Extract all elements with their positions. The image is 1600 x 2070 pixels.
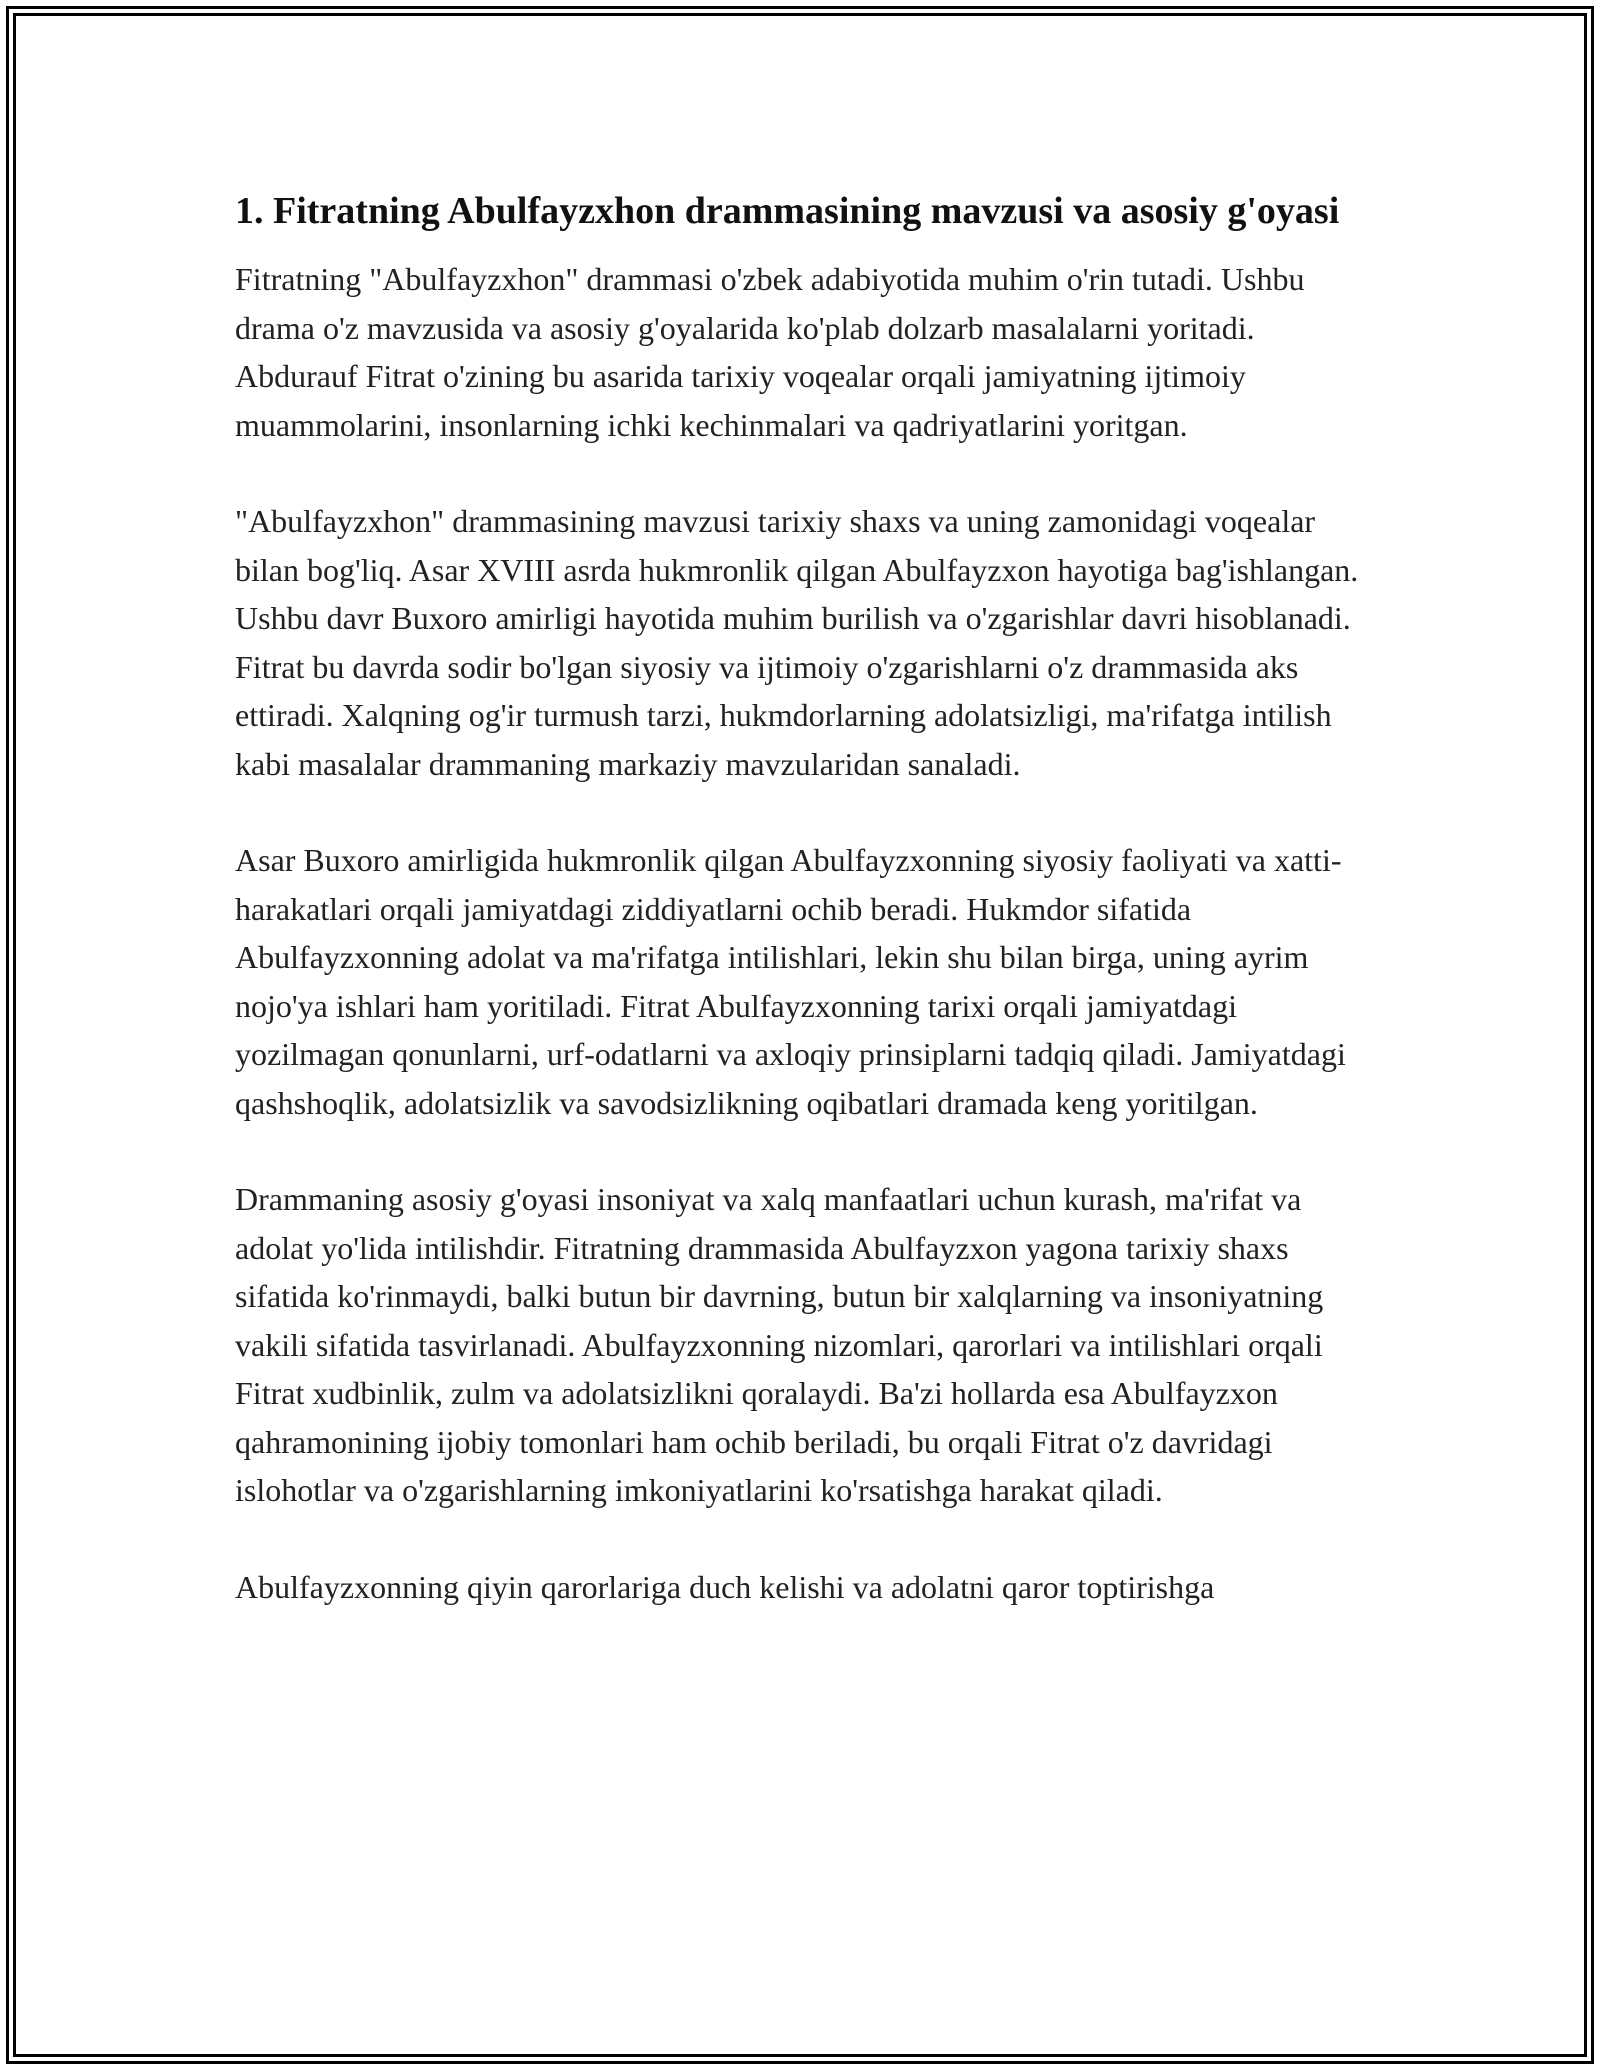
section-heading: 1. Fitratning Abulfayzxhon drammasining mavzusi va asosiy g'oyasi [235, 190, 1340, 232]
paragraph-3: Asar Buxoro amirligida hukmronlik qilgan Abulfayzxonning siyosiy faoliyati va xatti-harakatlari orqali jamiyatdagi ziddiyatlarni ochib beradi. Hukmdor sifatida Abulfayzxonning adolat va ma'rifatga intilishlari, lekin shu bilan birga, uning ayrim nojo'ya ishlari ham yoritiladi. Fitrat Abulfayzxonning tarixi orqali jamiyatdagi yozilmagan qonunlarni, urf-odatlarni va axloqiy prinsiplarni tadqiq qiladi. Jamiyatdagi qashshoqlik, adolatsizlik va savodsizlikning oqibatlari dramada keng yoritilgan. [235, 842, 1346, 1121]
document-body [235, 186, 1370, 1659]
paragraph-1: Fitratning "Abulfayzxhon" drammasi o'zbek adabiyotida muhim o'rin tutadi. Ushbu drama o'z mavzusida va asosiy g'oyalarida ko'plab dolzarb masalalarni yoritadi. Abdurauf Fitrat o'zining bu asarida tarixiy voqealar orqali jamiyatning ijtimoiy muammolarini, insonlarning ichki kechinmalari va qadriyatlarini yoritgan. [235, 261, 1305, 443]
paragraph-5: Abulfayzxonning qiyin qarorlariga duch kelishi va adolatni qaror toptirishga [235, 1568, 1215, 1605]
paragraph-4: Drammaning asosiy g'oyasi insoniyat va xalq manfaatlari uchun kurash, ma'rifat va adolat yo'lida intilishdir. Fitratning drammasida Abulfayzxon yagona tarixiy shaxs sifatida ko'rinmaydi, balki butun bir davrning, butun bir xalqlarning va insoniyatning vakili sifatida tasvirlanadi. Abulfayzxonning nizomlari, qarorlari va intilishlari orqali Fitrat xudbinlik, zulm va adolatsizlikni qoralaydi. Ba'zi hollarda esa Abulfayzxon qahramonining ijobiy tomonlari ham ochib beriladi, bu orqali Fitrat o'z davridagi islohotlar va o'zgarishlarning imkoniyatlarini ko'rsatishga harakat qiladi. [235, 1181, 1324, 1508]
paragraph-2: "Abulfayzxhon" drammasining mavzusi tarixiy shaxs va uning zamonidagi voqealar bilan bog'liq. Asar XVIII asrda hukmronlik qilgan Abulfayzxon hayotiga bag'ishlangan. Ushbu davr Buxoro amirligi hayotida muhim burilish va o'zgarishlar davri hisoblanadi. Fitrat bu davrda sodir bo'lgan siyosiy va ijtimoiy o'zgarishlarni o'z drammasida aks ettiradi. Xalqning og'ir turmush tarzi, hukmdorlarning adolatsizligi, ma'rifatga intilish kabi masalalar drammaning markaziy mavzularidan sanaladi. [235, 503, 1359, 782]
